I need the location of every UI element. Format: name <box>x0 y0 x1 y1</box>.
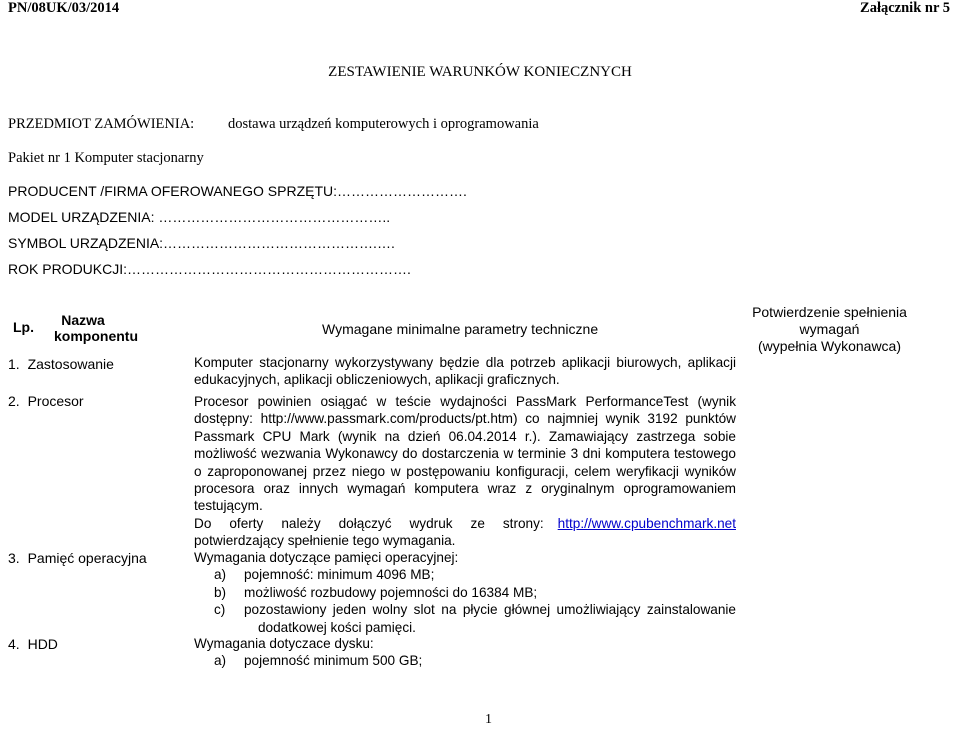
list-item: dodatkowej kości pamięci. <box>258 619 416 635</box>
list-item: a) pojemność minimum 500 GB; <box>214 653 423 669</box>
row-4-list <box>194 652 736 669</box>
row-4-lp <box>8 636 58 652</box>
row-3-lp <box>8 550 147 566</box>
row-1-line: Komputer stacjonarny wykorzystywany będzie dla potrzeb aplikacji biurowych, aplikacji <box>194 355 736 370</box>
field-symbol: SYMBOL URZĄDZENIA:……………………………………….…. <box>8 235 395 251</box>
row-4-number: 4. <box>8 636 20 652</box>
row-4-component: HDD <box>27 636 58 652</box>
row-2-line: możliwość wezwania Wykonawcy do dostarczenia w terminie 3 dni komputera testowego <box>194 446 736 462</box>
row-1-number: 1. <box>8 356 20 372</box>
col-header-name-line1: Nazwa <box>61 312 105 328</box>
field-manufacturer: PRODUCENT /FIRMA OFEROWANEGO SPRZĘTU:………………………. <box>8 183 467 199</box>
list-item: b) możliwość rozbudowy pojemności do 16384 MB; <box>214 584 538 600</box>
row-1-params <box>194 354 736 389</box>
row-2-line: Procesor powinien osiągać w teście wydajności PassMark PerformanceTest (wynik <box>194 394 736 409</box>
row-1-lp <box>8 356 114 372</box>
annex-label: Załącznik nr 5 <box>860 0 950 16</box>
row-3-intro: Wymagania dotyczące pamięci operacyjnej: <box>194 550 459 565</box>
row-1-component: Zastosowanie <box>27 356 114 372</box>
row-4-params <box>194 635 736 670</box>
col-header-name <box>54 312 138 344</box>
row-2-extra-prefix: Do oferty należy dołączyć wydruk ze strony: <box>194 515 544 531</box>
row-3-params <box>194 549 736 636</box>
subject-value: dostawa urządzeń komputerowych i oprogramowania <box>228 116 539 132</box>
col-header-confirm <box>749 304 910 355</box>
package-title: Pakiet nr 1 Komputer stacjonarny <box>8 150 204 166</box>
row-4-intro: Wymagania dotyczace dysku: <box>194 636 374 651</box>
row-3-component: Pamięć operacyjna <box>27 550 147 566</box>
page-number: 1 <box>485 712 492 727</box>
row-2-number: 2. <box>8 393 20 409</box>
row-3-number: 3. <box>8 550 20 566</box>
col-header-params: Wymagane minimalne parametry techniczne <box>322 321 599 337</box>
field-model: MODEL URZĄDZENIA: ………………………………………….. <box>8 209 391 225</box>
list-item: c) pozostawiony jeden wolny slot na płycie głównej umożliwiający zainstalowanie <box>214 602 736 618</box>
col-header-confirm-line3: (wypełnia Wykonawca) <box>757 338 902 354</box>
row-2-extra <box>194 515 736 532</box>
row-2-extra-suffix: potwierdzający spełnienie tego wymagania. <box>194 533 456 549</box>
list-item: a) pojemność: minimum 4096 MB; <box>214 567 435 583</box>
document-title: ZESTAWIENIE WARUNKÓW KONIECZNYCH <box>328 64 632 80</box>
col-header-confirm-line1: Potwierdzenie spełnienia <box>752 304 907 320</box>
row-2-line: Passmark CPU Mark (wynik na dzień 06.04.2014 r.). Zamawiający zastrzega sobie <box>194 428 736 444</box>
row-2-component: Procesor <box>27 393 84 409</box>
subject-label: PRZEDMIOT ZAMÓWIENIA: <box>8 116 195 132</box>
col-header-name-line2: komponentu <box>54 328 138 344</box>
row-2-line: dostępny: http://www.passmark.com/products/pt.htm) co najmniej wynik 3192 punktów <box>194 411 736 427</box>
row-1-line: edukacyjnych, aplikacji obliczeniowych, aplikacji graficznych. <box>194 372 560 388</box>
row-2-line: testującym. <box>194 498 263 514</box>
document-number: PN/08UK/03/2014 <box>8 0 120 16</box>
row-2-line: procesora oraz innych wymagań komputera wraz z oryginalnym oprogramowaniem <box>194 481 736 497</box>
field-production-year: ROK PRODUKCJI:……………………………………………………. <box>8 261 411 277</box>
row-2-line: o zaproponowanej przez niego w postępowaniu konfiguracji, celem weryfikacji wyników <box>194 463 736 479</box>
row-3-list <box>194 566 736 636</box>
row-2-lp <box>8 393 84 409</box>
col-header-lp: Lp. <box>13 319 34 335</box>
col-header-confirm-line2: wymagań <box>799 321 860 337</box>
row-2-params <box>194 393 736 550</box>
cpubenchmark-link[interactable]: http://www.cpubenchmark.net <box>557 515 736 531</box>
